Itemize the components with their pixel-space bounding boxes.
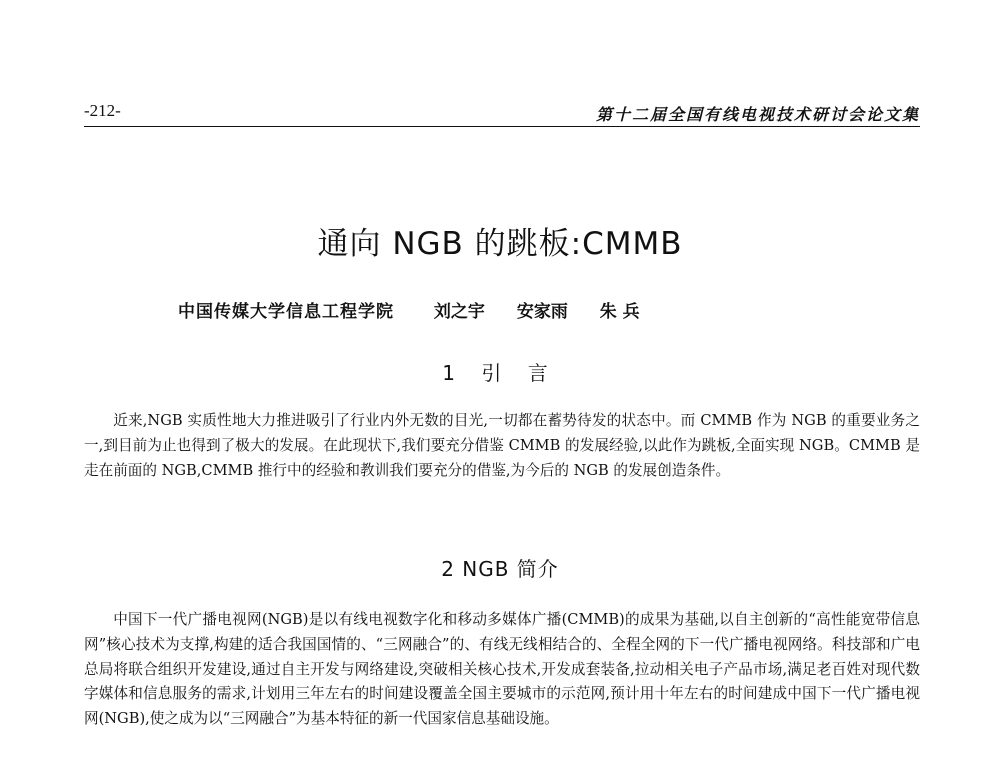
section-paragraph-introduction: 近来,NGB 实质性地大力推进吸引了行业内外无数的目光,一切都在蓄势待发的状态中。而 CMMB 作为 NGB 的重要业务之一,到目前为止也得到了极大的发展。在此现状下,我们要充分借鉴 CMMB 的发展经验,以此作为跳板,全面实现 NGB。CMMB 是走在前面的 NGB,CMMB 推行中的经验和教训我们要充分的借鉴,为今后的 NGB 的发展创造条件。 (84, 412, 920, 479)
running-header (84, 101, 920, 125)
paper-title: 通向 NGB 的跳板:CMMB (317, 226, 683, 262)
section-heading-ngb-overview: 2 NGB 简介 (441, 557, 559, 581)
author-name: 朱 兵 (599, 302, 640, 322)
author-name: 刘之宇 (433, 302, 485, 322)
header-rule (84, 126, 920, 127)
section-paragraph-ngb-overview: 中国下一代广播电视网(NGB)是以有线电视数字化和移动多媒体广播(CMMB)的成果为基础,以自主创新的“高性能宽带信息网”核心技术为支撑,构建的适合我国国情的、“三网融合”的、有线无线相结合的、全程全网的下一代广播电视网络。科技部和广电总局将联合组织开发建设,通过自主开发与网络建设,突破相关核心技术,开发成套装备,拉动相关电子产品市场,满足老百姓对现代数字媒体和信息服务的需求,计划用三年左右的时间建设覆盖全国主要城市的示范网,预计用十年左右的时间建成中国下一代广播电视网(NGB),使之成为以“三网融合”为基本特征的新一代国家信息基础设施。 (84, 611, 920, 728)
section-heading-introduction: 1 引 言 (442, 361, 558, 385)
author-affiliation: 中国传媒大学信息工程学院 (178, 302, 394, 322)
page-number: -212- (84, 101, 121, 120)
proceedings-title: 第十二届全国有线电视技术研讨会论文集 (595, 105, 920, 124)
author-name: 安家雨 (516, 302, 568, 322)
author-line (178, 297, 878, 322)
